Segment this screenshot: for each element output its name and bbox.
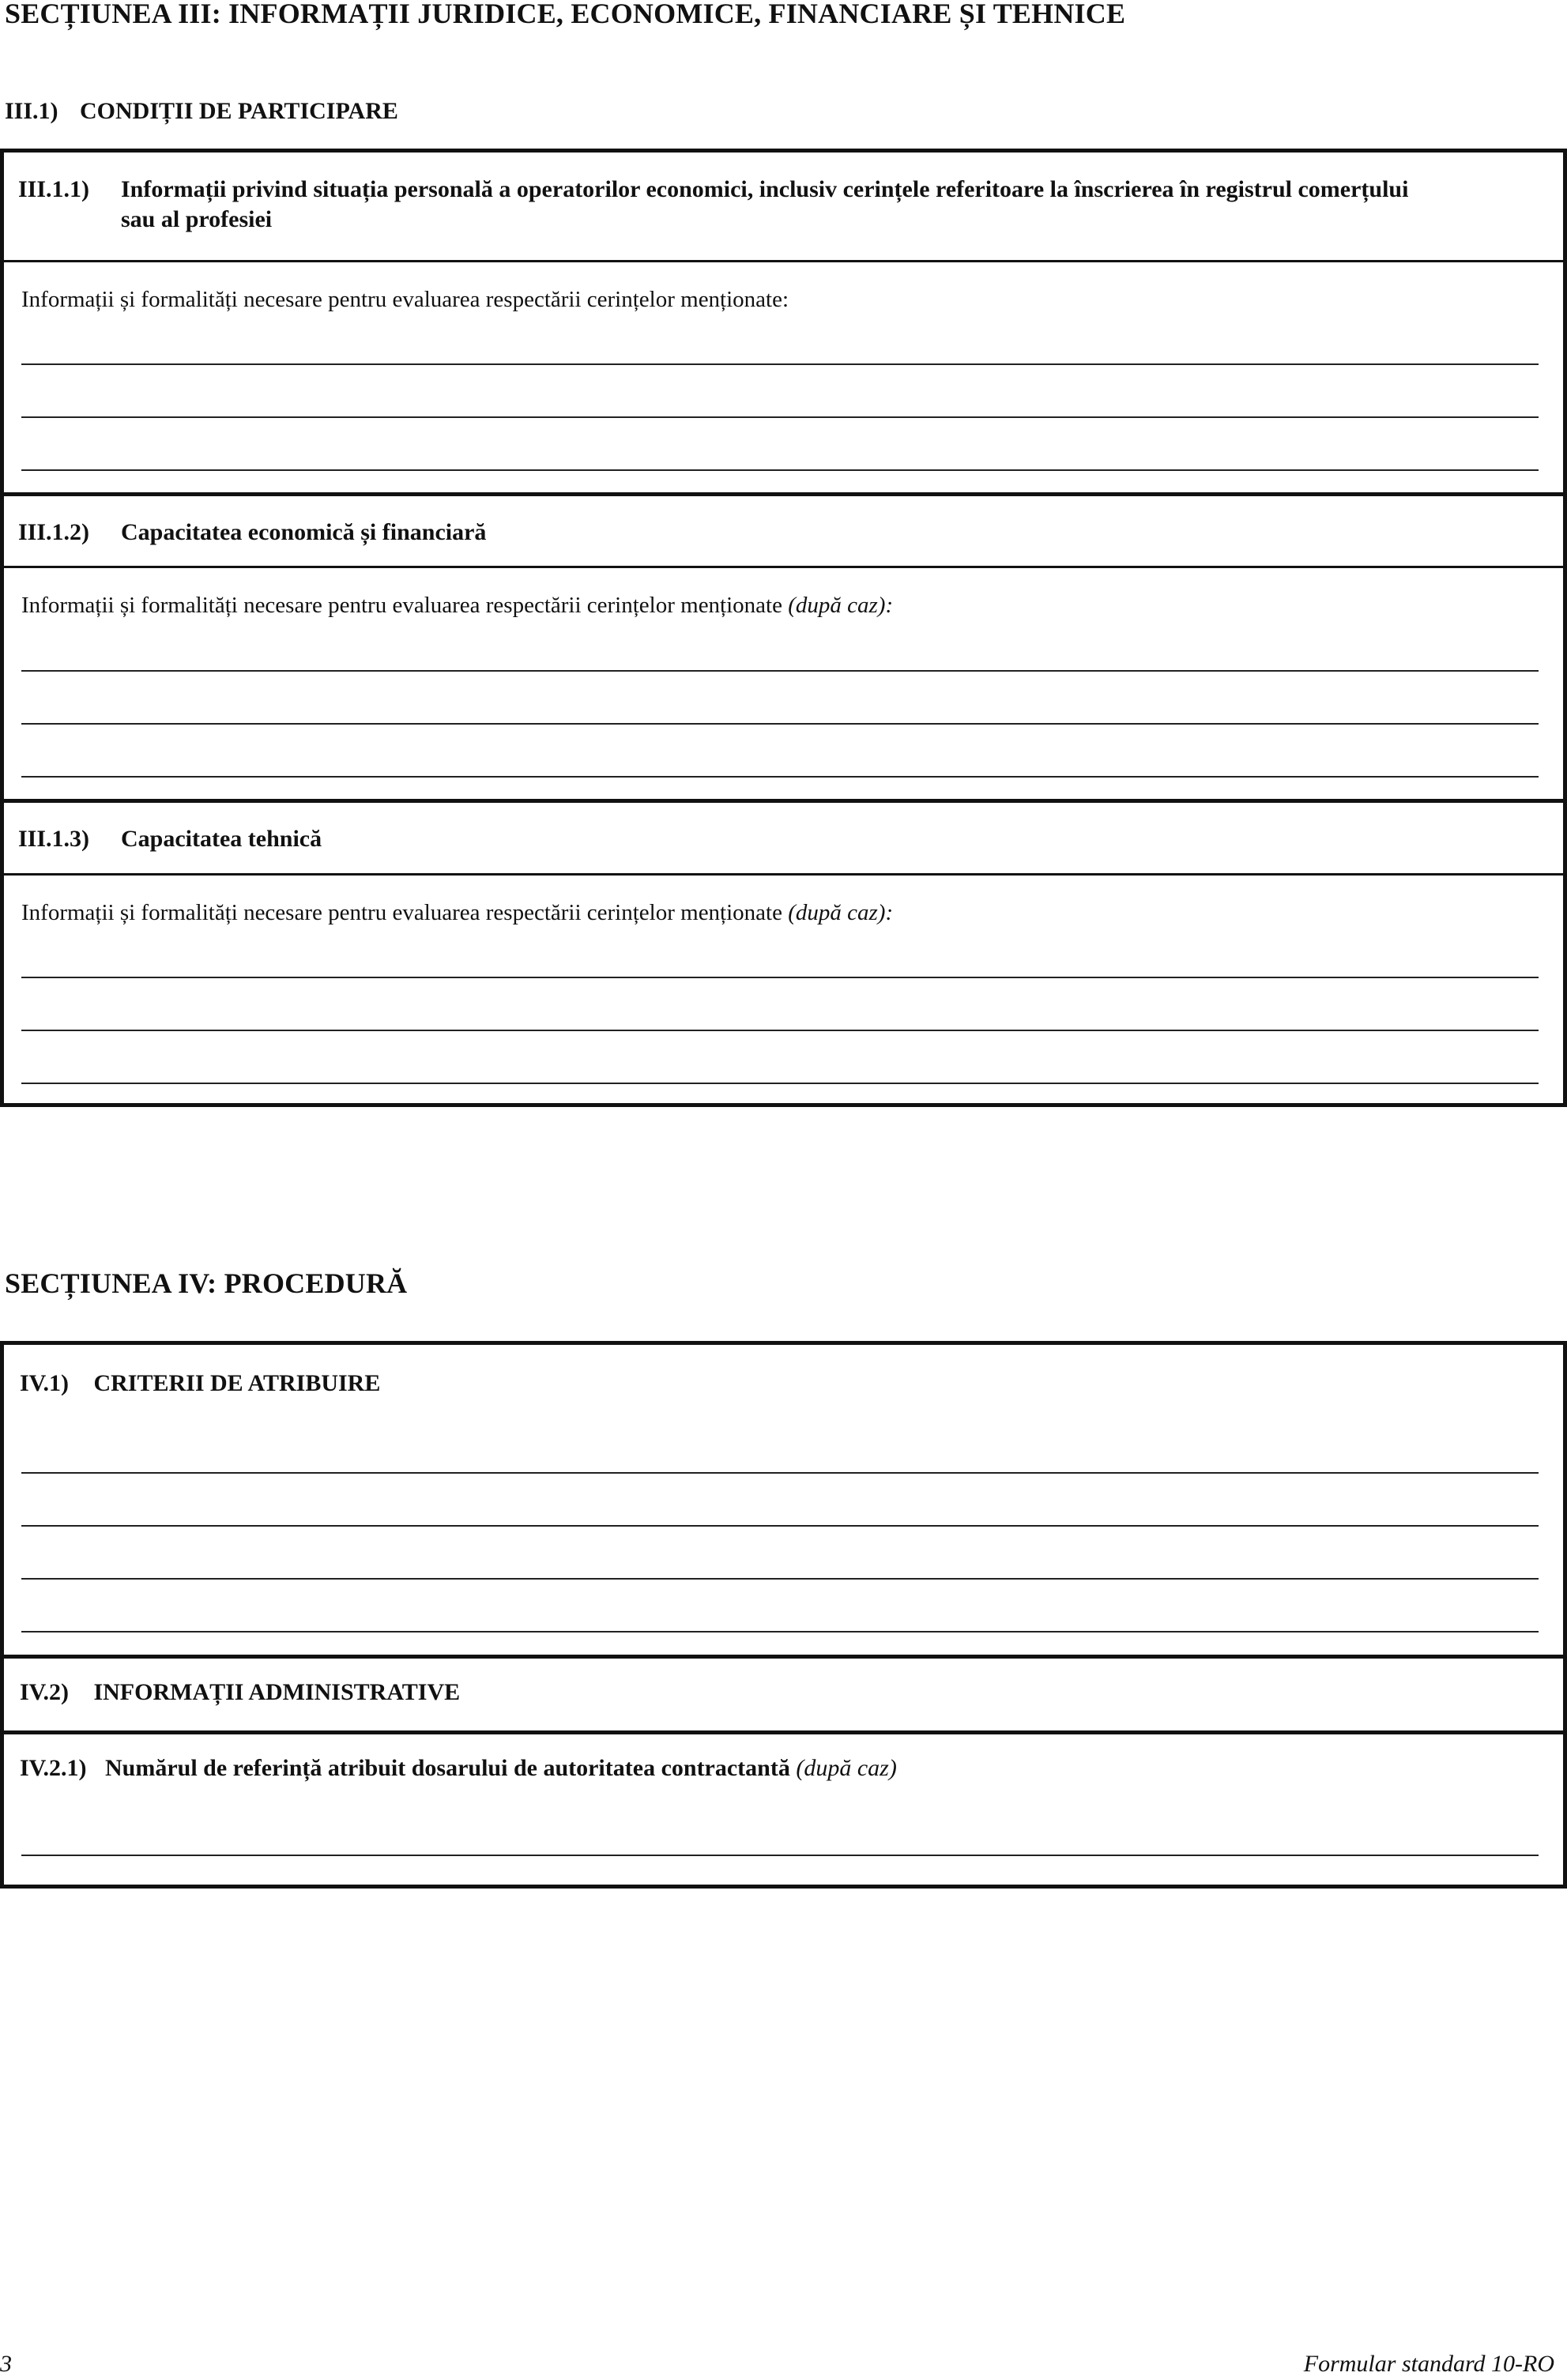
divider bbox=[4, 873, 1563, 876]
subsection-label: CRITERII DE ATRIBUIRE bbox=[93, 1370, 381, 1396]
item-label bbox=[105, 1753, 897, 1783]
answer-line[interactable] bbox=[21, 1030, 1539, 1031]
divider bbox=[4, 566, 1563, 568]
answer-line[interactable] bbox=[21, 1578, 1539, 1580]
subsection-label: INFORMAȚII ADMINISTRATIVE bbox=[93, 1679, 461, 1705]
item-number: IV.2.1) bbox=[20, 1755, 87, 1781]
section-4-title: SECȚIUNEA IV: PROCEDURĂ bbox=[5, 1267, 408, 1299]
subsection-number: III.1) bbox=[5, 98, 58, 124]
answer-line[interactable] bbox=[21, 977, 1539, 978]
subsection-heading-iv-2 bbox=[20, 1679, 460, 1706]
subsection-heading-iv-1 bbox=[20, 1370, 380, 1397]
answer-line[interactable] bbox=[21, 670, 1539, 672]
info-text: Informații și formalități necesare pentru evaluarea respectării cerințelor menționate bbox=[21, 900, 782, 925]
info-text: Informații și formalități necesare pentru evaluarea respectării cerințelor menționate bbox=[21, 593, 782, 618]
page-number: 3 bbox=[0, 2351, 12, 2377]
divider bbox=[4, 260, 1563, 262]
item-number: III.1.2) bbox=[18, 519, 90, 545]
subsection-label: CONDIȚII DE PARTICIPARE bbox=[80, 98, 398, 124]
answer-line[interactable] bbox=[21, 1472, 1539, 1474]
item-label: Capacitatea tehnică bbox=[121, 826, 322, 852]
requirements-info-text bbox=[21, 593, 893, 619]
reference-label-italic: (după caz) bbox=[796, 1755, 897, 1781]
procedure-box bbox=[0, 1341, 1567, 1889]
answer-line[interactable] bbox=[21, 416, 1539, 418]
answer-line[interactable] bbox=[21, 723, 1539, 725]
divider bbox=[4, 799, 1563, 803]
requirements-info-text bbox=[21, 900, 893, 926]
section-3-title: SECȚIUNEA III: INFORMAȚII JURIDICE, ECONOMICE, FINANCIARE ȘI TEHNICE bbox=[5, 0, 1126, 29]
item-label-line-1: Informații privind situația personală a operatorilor economici, inclusiv cerințele referitoare la înscrierea în registrul comerțului bbox=[121, 176, 1409, 202]
divider bbox=[4, 492, 1563, 496]
participation-conditions-box bbox=[0, 149, 1567, 1107]
item-number: III.1.1) bbox=[18, 176, 90, 202]
answer-line[interactable] bbox=[21, 1525, 1539, 1527]
info-text-italic: (după caz): bbox=[788, 593, 894, 618]
requirements-info-text: Informații și formalități necesare pentru evaluarea respectării cerințelor menționate: bbox=[21, 287, 789, 312]
item-number: III.1.3) bbox=[18, 826, 90, 852]
info-text-italic: (după caz): bbox=[788, 900, 894, 925]
answer-line[interactable] bbox=[21, 776, 1539, 778]
reference-label: Numărul de referință atribuit dosarului de autoritatea contractantă bbox=[105, 1755, 790, 1781]
subsection-heading-iii-1 bbox=[5, 98, 398, 125]
item-label-line-2: sau al profesiei bbox=[121, 206, 273, 232]
answer-line[interactable] bbox=[21, 1631, 1539, 1632]
answer-line[interactable] bbox=[21, 1083, 1539, 1084]
answer-line[interactable] bbox=[21, 1855, 1539, 1856]
item-label: Capacitatea economică și financiară bbox=[121, 519, 487, 545]
answer-line[interactable] bbox=[21, 363, 1539, 365]
subsection-number: IV.1) bbox=[20, 1370, 69, 1396]
subsection-number: IV.2) bbox=[20, 1679, 69, 1705]
answer-line[interactable] bbox=[21, 469, 1539, 471]
divider bbox=[4, 1655, 1563, 1659]
form-name: Formular standard 10-RO bbox=[1303, 2351, 1554, 2377]
divider bbox=[4, 1730, 1563, 1734]
